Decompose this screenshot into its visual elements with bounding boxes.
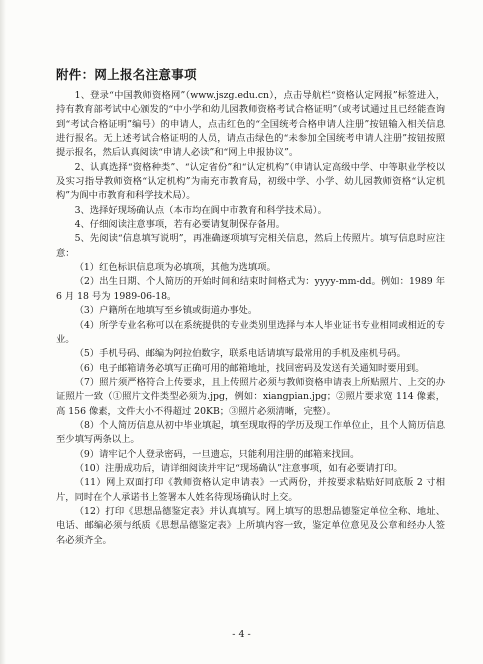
document-title: 附件：网上报名注意事项 <box>56 67 197 82</box>
list-item-7: （7）照片须严格符合上传要求，且上传照片必须与教师资格申请表上所贴照片、上交的办证照片一致（①照片文件类型必须为.jpg，例如：xiangpian.jpg；②照片要求宽 114 像素，高 156 像素，文件大小不得超过 20KB；③照片必须清晰，完整）。 <box>56 376 445 417</box>
paragraph-2: 2、认真选择“资格种类”、“认定省份”和“认定机构”（申请认定高级中学、中等职业学校以及实习指导教师资格“认定机构”为南充市教育局，初级中学、小学、幼儿园教师资格“认定机构”为阆中市教育和科学技术局）。 <box>56 161 445 202</box>
list-item-8: （8）个人简历信息从初中毕业填起，填至现取得的学历及现工作单位止，且个人简历信息至少填写两条以上。 <box>56 419 445 446</box>
list-item-9: （9）请牢记个人登录密码，一旦遗忘，只能利用注册的邮箱来找回。 <box>74 448 360 460</box>
list-item-3: （3）户籍所在地填写至乡镇或街道办事处。 <box>74 305 258 317</box>
list-item-4: （4）所学专业名称可以在系统提供的专业类别里选择与本人毕业证书专业相同或相近的专业。 <box>56 319 445 345</box>
page-number: - 4 - <box>232 629 251 640</box>
scan-edge-shadow <box>0 0 6 664</box>
list-item-5: （5）手机号码、邮编为阿拉伯数字，联系电话请填写最常用的手机及座机号码。 <box>74 348 406 360</box>
paragraph-4: 4、仔细阅读注意事项，若有必要请复制保存备用。 <box>74 219 286 231</box>
paragraph-3: 3、选择好现场确认点（本市均在阆中市教育和科学技术局）。 <box>74 204 327 216</box>
list-item-6: （6）电子邮箱请务必填写正确可用的邮箱地址，找回密码及发送有关通知时要用到。 <box>74 362 425 374</box>
paragraph-5: 5、先阅读“信息填写说明”，再准确逐项填写完相关信息，然后上传照片。填写信息时应注意： <box>56 233 445 259</box>
list-item-11: （11）网上双面打印《教师资格认定申请表》一式两份，并按要求粘贴好同底版 2 寸相片，同时在个人承诺书上签署本人姓名待现场确认时上交。 <box>56 477 445 503</box>
list-item-2: （2）出生日期、个人简历的开始时间和结束时间格式为：yyyy-mm-dd。例如：1989 年 6 月 18 号为 1989-06-18。 <box>56 276 445 302</box>
list-item-12: （12）打印《思想品德鉴定表》并认真填写。网上填写的思想品德鉴定单位全称、地址、电话、邮编必须与纸质《思想品德鉴定表》上所填内容一致，鉴定单位意见及公章和经办人签名必须齐全。 <box>56 505 445 546</box>
document-body <box>56 66 445 548</box>
list-item-1: （1）红色标识信息项为必填项，其他为选填项。 <box>74 262 276 274</box>
list-item-10: （10）注册成功后，请详细阅读并牢记“现场确认”注意事项，如有必要请打印。 <box>74 462 403 474</box>
paragraph-1: 1、登录“中国教师资格网”（www.jszg.edu.cn），点击导航栏“资格认定网报”标签进入，持有教育部考试中心颁发的“中小学和幼儿园教师资格考试合格证明”（或考试通过且已经能查询到“考试合格证明”编号）的申请人，点击红色的“全国统考合格申请人注册”按钮输入相关信息进行报名。无上述考试合格证明的人员，请点击绿色的“未参加全国统考申请人注册”按钮按照提示报名，然后认真阅读“申请人必读”和“网上申报协议”。 <box>56 90 445 159</box>
